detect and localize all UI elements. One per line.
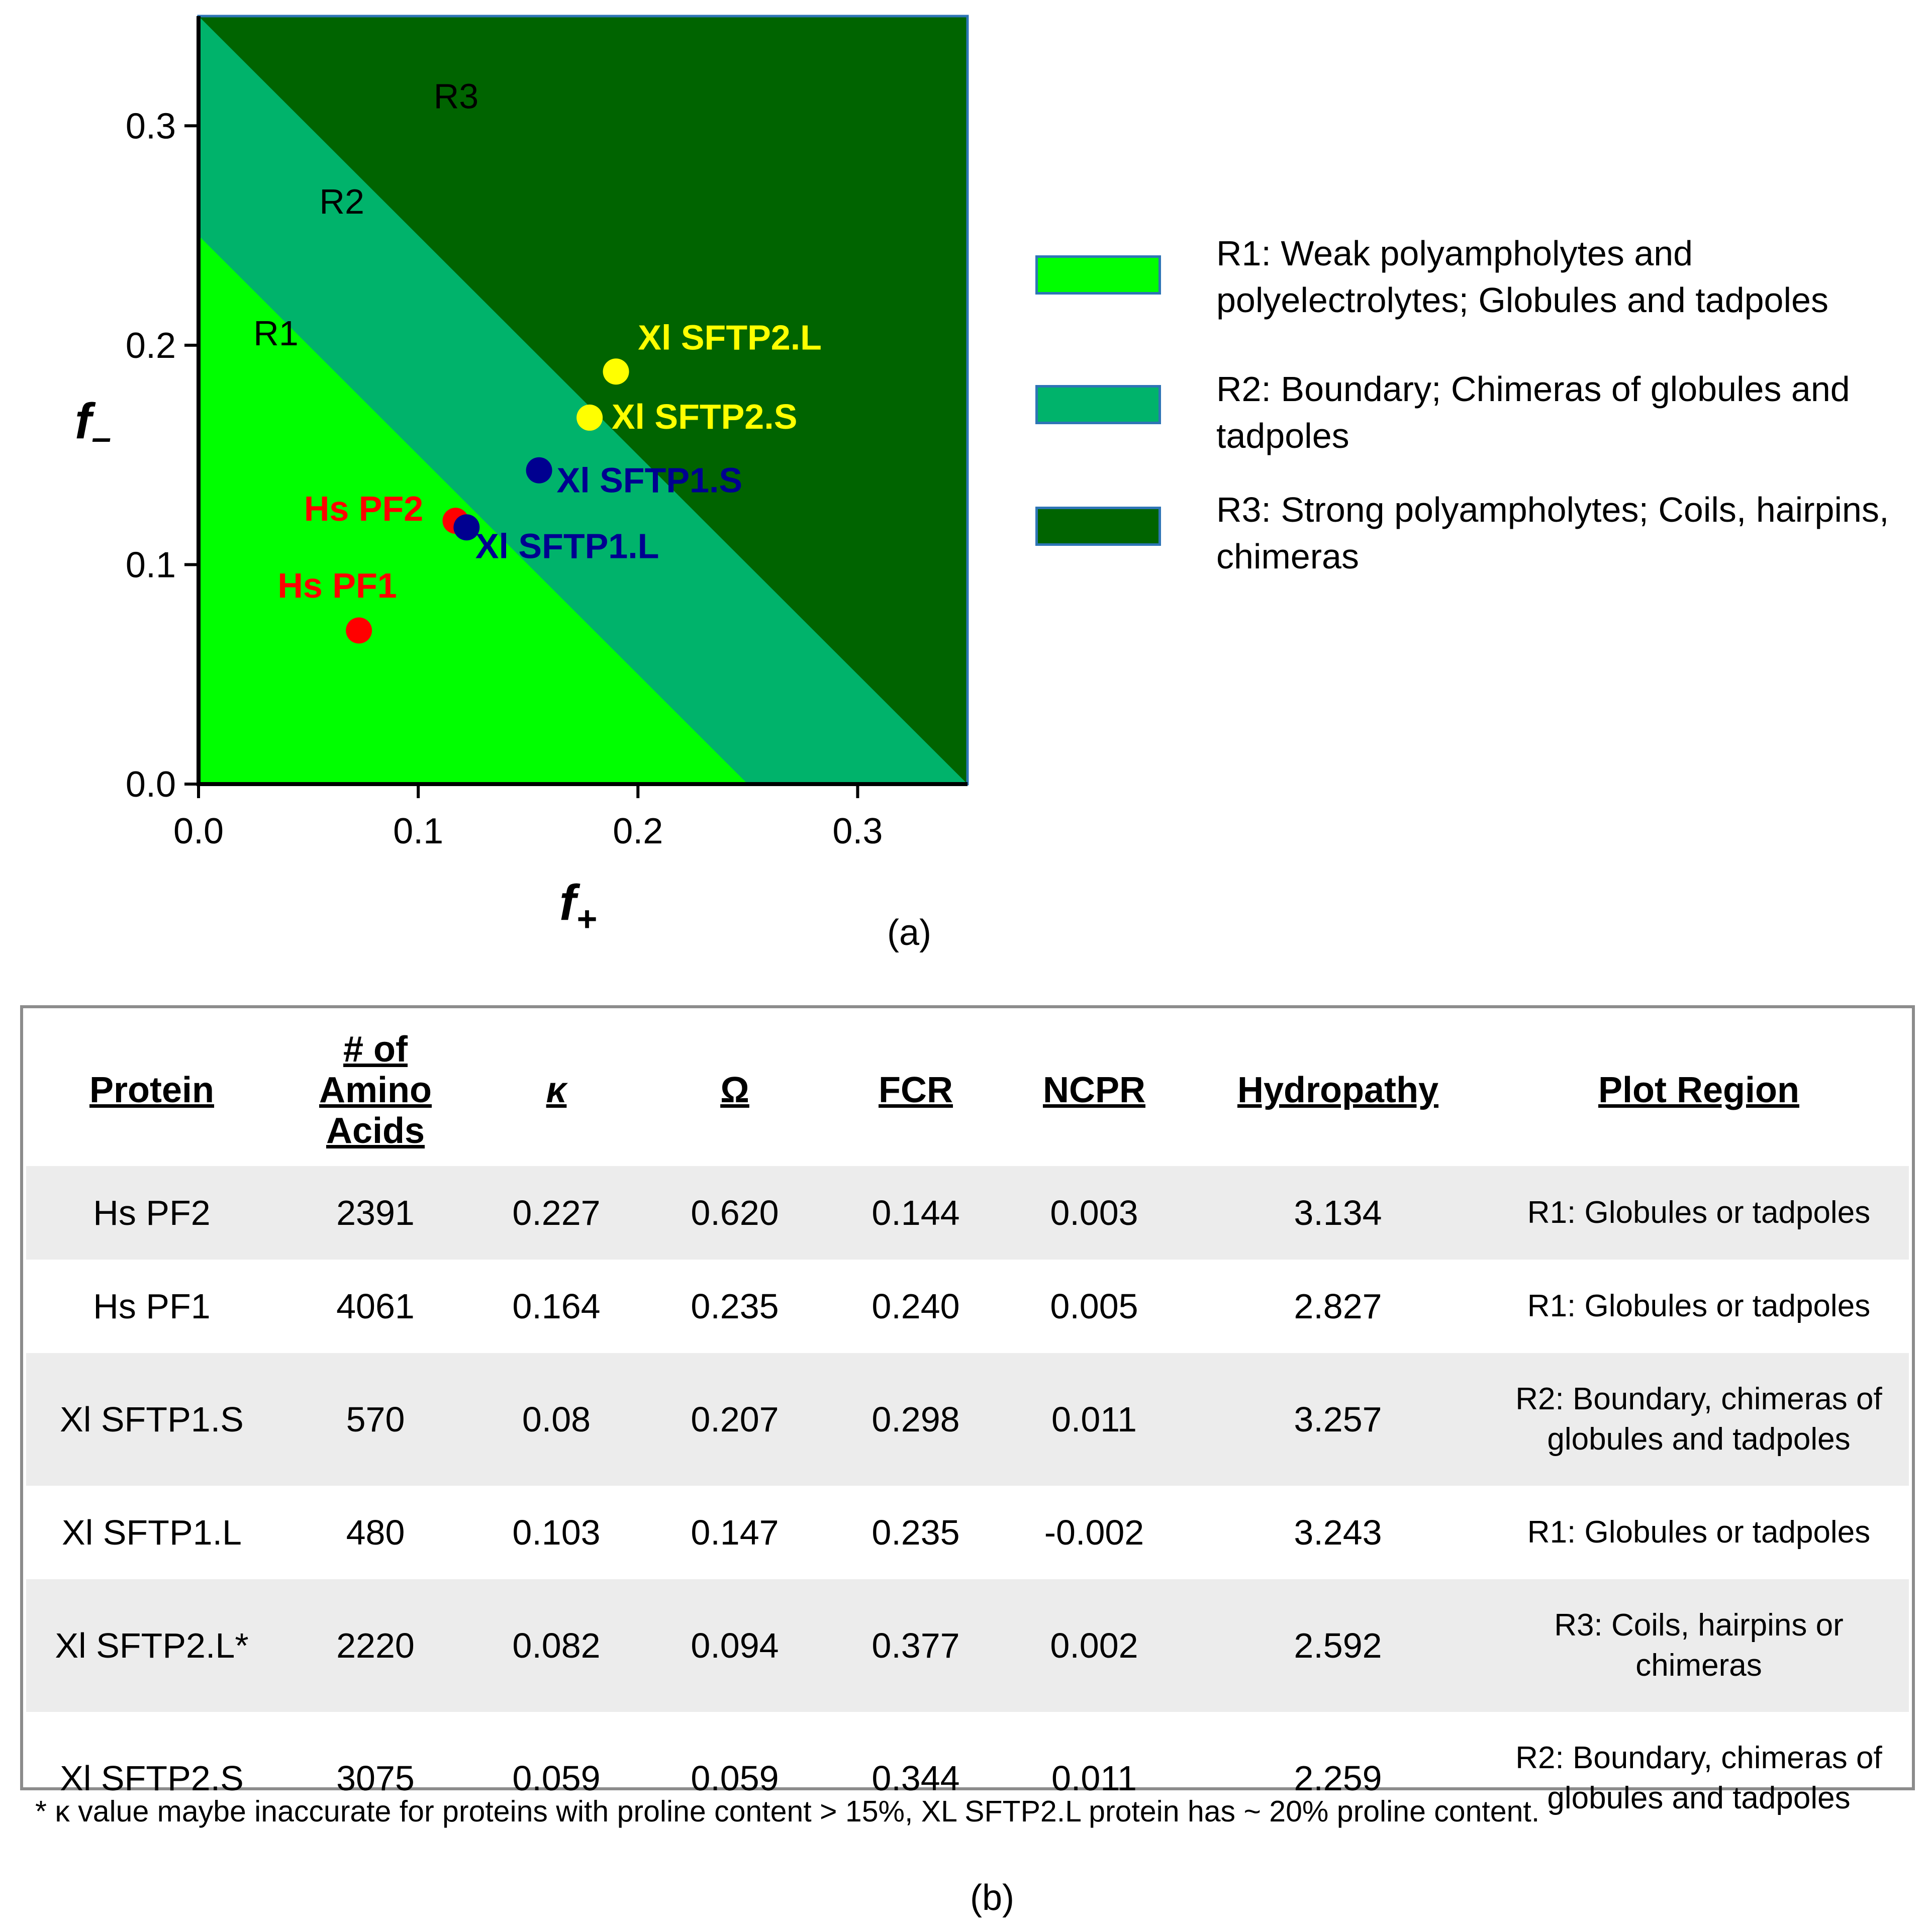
x-tick-label: 0.3 <box>832 811 883 851</box>
x-axis-label-main: f <box>559 875 576 931</box>
legend-swatch-r1 <box>1035 255 1161 295</box>
cell-protein: Xl SFTP2.S <box>60 1759 244 1798</box>
data-point-xl-sftp1-s <box>526 457 552 484</box>
cell-plot-region-line1: R1: Globules or tadpoles <box>1527 1515 1871 1550</box>
protein-properties-table <box>26 1014 1909 1845</box>
header-amino-acids <box>277 1014 473 1166</box>
header-plot-region: Plot Region <box>1598 1070 1799 1110</box>
header-amino-acids-line1: # of <box>343 1029 408 1070</box>
cell-protein: Hs PF2 <box>26 1166 277 1260</box>
x-axis-label <box>559 875 597 938</box>
cell-fcr: 0.235 <box>872 1513 960 1552</box>
cell-fcr: 0.377 <box>830 1579 1001 1712</box>
cell-amino-acids: 3075 <box>336 1759 415 1798</box>
cell-plot-region <box>1489 1579 1909 1712</box>
y-axis-label-main: f <box>74 393 92 449</box>
x-tick-label: 0.0 <box>173 811 224 851</box>
legend-swatch-r3 <box>1035 507 1161 546</box>
cell-plot-region <box>1489 1166 1909 1260</box>
point-label-hs-pf2: Hs PF2 <box>304 489 424 529</box>
cell-plot-region-line2: chimeras <box>1635 1648 1762 1683</box>
panel-label-a: (a) <box>887 913 931 953</box>
cell-protein: Xl SFTP2.L* <box>26 1579 277 1712</box>
x-tick-label: 0.2 <box>613 811 663 851</box>
cell-omega: 0.620 <box>639 1166 830 1260</box>
cell-omega: 0.235 <box>691 1287 779 1326</box>
cell-hydropathy: 3.257 <box>1187 1353 1489 1486</box>
cell-omega: 0.147 <box>691 1513 779 1552</box>
cell-amino-acids: 480 <box>346 1513 405 1552</box>
cell-protein: Xl SFTP1.L <box>62 1513 242 1552</box>
cell-omega: 0.207 <box>639 1353 830 1486</box>
header-kappa: κ <box>546 1070 567 1110</box>
cell-hydropathy: 3.243 <box>1294 1513 1382 1552</box>
region-label-r2: R2 <box>319 181 364 221</box>
header-hydropathy: Hydropathy <box>1237 1070 1439 1110</box>
cell-omega: 0.059 <box>691 1759 779 1798</box>
cell-hydropathy: 2.592 <box>1187 1579 1489 1712</box>
cell-kappa: 0.164 <box>512 1287 601 1326</box>
point-label-hs-pf1: Hs PF1 <box>277 565 397 605</box>
panel-label-b: (b) <box>970 1878 1014 1918</box>
table-row <box>26 1486 1909 1579</box>
table-footnote: * κ value maybe inaccurate for proteins with proline content > 15%, XL SFTP2.L protein has ~ 20% proline content. <box>35 1795 1540 1828</box>
header-amino-acids-line2: Amino <box>319 1070 432 1110</box>
data-point-hs-pf1 <box>346 617 372 643</box>
table-row <box>26 1166 1909 1260</box>
y-tick-label: 0.0 <box>125 764 176 805</box>
data-point-xl-sftp2-l <box>603 358 629 384</box>
cell-kappa: 0.059 <box>512 1759 601 1798</box>
cell-amino-acids: 2220 <box>277 1579 473 1712</box>
header-omega: Ω <box>720 1070 749 1110</box>
plot-regions <box>199 16 968 784</box>
cell-plot-region-line2: globules and tadpoles <box>1547 1422 1851 1457</box>
cell-omega: 0.094 <box>639 1579 830 1712</box>
table-row <box>26 1260 1909 1353</box>
table-row <box>26 1353 1909 1486</box>
cell-kappa: 0.227 <box>473 1166 639 1260</box>
cell-protein: Hs PF1 <box>93 1287 211 1326</box>
cell-ncpr: -0.002 <box>1044 1513 1144 1552</box>
cell-plot-region <box>1489 1353 1909 1486</box>
header-amino-acids-line3: Acids <box>326 1110 425 1151</box>
cell-fcr: 0.144 <box>830 1166 1001 1260</box>
region-label-r3: R3 <box>433 76 479 116</box>
cell-plot-region <box>1489 1260 1909 1353</box>
cell-plot-region-line1: R1: Globules or tadpoles <box>1527 1289 1871 1323</box>
legend-swatch-r2 <box>1035 385 1161 424</box>
cell-amino-acids: 4061 <box>336 1287 415 1326</box>
point-label-xl-sftp2-s: Xl SFTP2.S <box>611 397 798 436</box>
cell-fcr: 0.298 <box>830 1353 1001 1486</box>
cell-kappa: 0.103 <box>512 1513 601 1552</box>
y-tick-label: 0.3 <box>125 106 176 147</box>
cell-ncpr: 0.005 <box>1050 1287 1138 1326</box>
cell-plot-region <box>1489 1712 1909 1845</box>
point-label-xl-sftp2-l: Xl SFTP2.L <box>638 318 822 357</box>
cell-ncpr: 0.011 <box>1001 1353 1187 1486</box>
legend-text-r3: R3: Strong polyampholytes; Coils, hairpins, chimeras <box>1216 490 1889 576</box>
cell-amino-acids: 2391 <box>277 1166 473 1260</box>
cell-ncpr: 0.002 <box>1001 1579 1187 1712</box>
table-row <box>26 1579 1909 1712</box>
cell-plot-region-line1: R2: Boundary, chimeras of <box>1515 1382 1882 1416</box>
data-point-xl-sftp2-s <box>576 405 603 431</box>
x-tick-label: 0.1 <box>393 811 444 851</box>
cell-hydropathy: 2.827 <box>1294 1287 1382 1326</box>
cell-fcr: 0.240 <box>872 1287 960 1326</box>
legend-text-r2: R2: Boundary; Chimeras of globules and tadpoles <box>1216 369 1850 455</box>
region-label-r1: R1 <box>253 313 299 353</box>
header-fcr: FCR <box>879 1070 953 1110</box>
cell-amino-acids: 570 <box>277 1353 473 1486</box>
legend-text-r1: R1: Weak polyampholytes and polyelectrolytes; Globules and tadpoles <box>1216 234 1828 320</box>
cell-hydropathy: 3.134 <box>1187 1166 1489 1260</box>
y-axis-label-sub: – <box>91 418 112 457</box>
cell-plot-region-line1: R3: Coils, hairpins or <box>1554 1608 1844 1643</box>
cell-ncpr: 0.003 <box>1001 1166 1187 1260</box>
header-protein: Protein <box>89 1070 215 1110</box>
cell-plot-region-line1: R1: Globules or tadpoles <box>1527 1195 1871 1230</box>
cell-plot-region <box>1489 1486 1909 1579</box>
cell-fcr: 0.344 <box>872 1759 960 1798</box>
cell-protein: Xl SFTP1.S <box>26 1353 277 1486</box>
point-label-xl-sftp1-l: Xl SFTP1.L <box>475 526 659 566</box>
x-axis-label-sub: + <box>576 899 597 938</box>
cell-ncpr: 0.011 <box>1051 1759 1137 1798</box>
point-label-xl-sftp1-s: Xl SFTP1.S <box>556 460 743 500</box>
y-tick-label: 0.2 <box>125 325 176 366</box>
cell-kappa: 0.082 <box>473 1579 639 1712</box>
header-ncpr: NCPR <box>1042 1070 1145 1110</box>
cell-plot-region-line1: R2: Boundary, chimeras of <box>1515 1741 1882 1775</box>
y-axis-label <box>75 393 111 457</box>
cell-hydropathy: 2.259 <box>1294 1759 1382 1798</box>
table-body <box>26 1166 1909 1845</box>
table-header-row <box>26 1014 1909 1166</box>
cell-kappa: 0.08 <box>473 1353 639 1486</box>
cell-plot-region-line2: globules and tadpoles <box>1547 1781 1851 1815</box>
y-tick-label: 0.1 <box>125 545 176 586</box>
